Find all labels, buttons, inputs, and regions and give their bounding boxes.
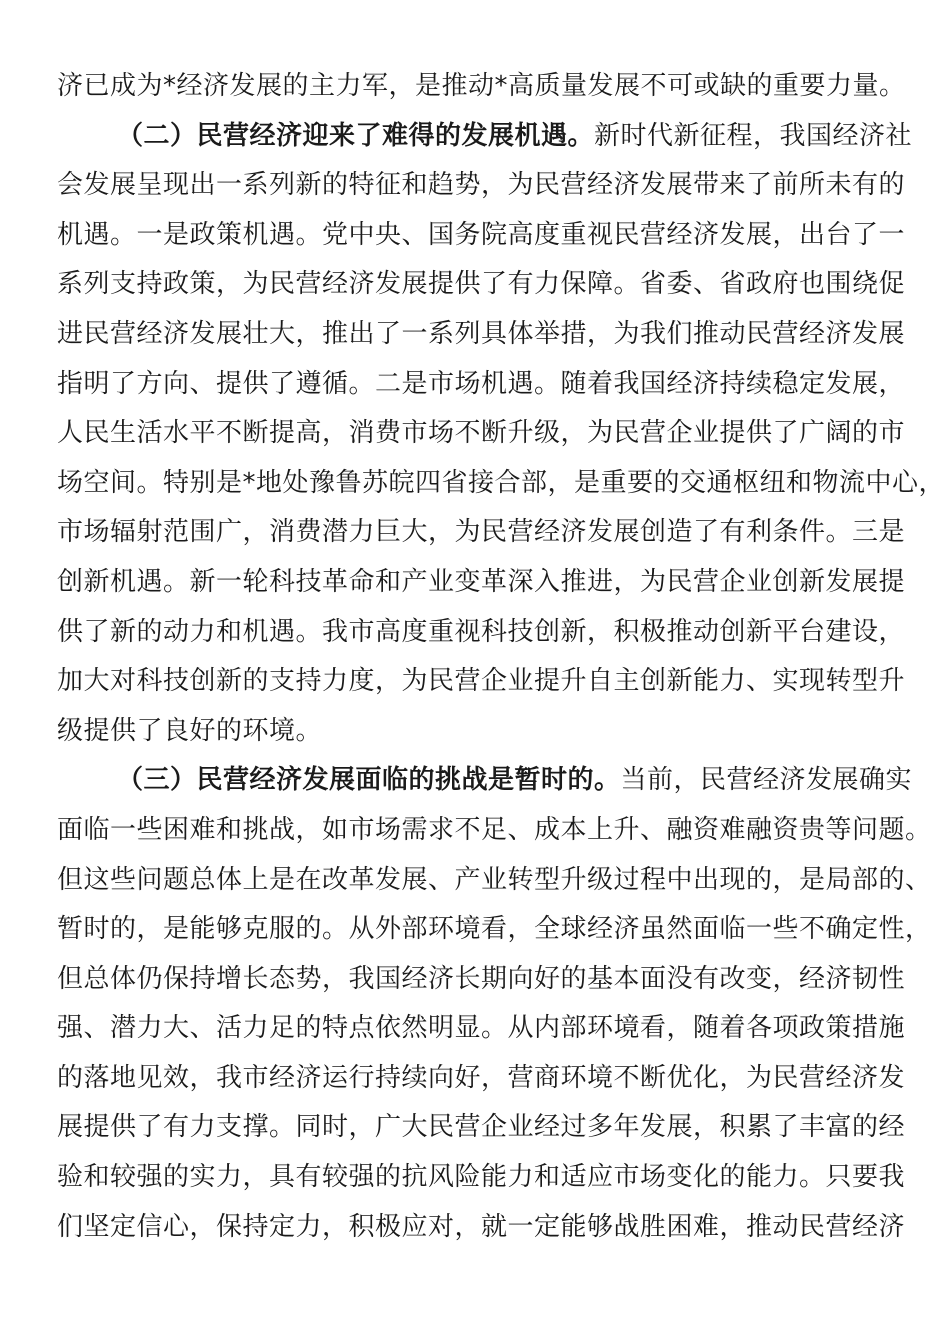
text-line: 场空间。特别是*地处豫鲁苏皖四省接合部，是重要的交通枢纽和物流中心，: [57, 467, 946, 498]
text-line: 进民营经济发展壮大，推出了一系列具体举措，为我们推动民营经济发展: [57, 318, 906, 349]
text-span: 当前，民营经济发展确实: [620, 765, 913, 796]
section-heading: （三）民营经济发展面临的挑战是暂时的。: [117, 765, 621, 796]
text-line: 们坚定信心，保持定力，积极应对，就一定能够战胜困难，推动民营经济: [57, 1211, 906, 1242]
text-line: 机遇。一是政策机遇。党中央、国务院高度重视民营经济发展，出台了一: [57, 219, 906, 250]
text-line: 供了新的动力和机遇。我市高度重视科技创新，积极推动创新平台建设，: [57, 616, 906, 647]
text-line: 加大对科技创新的支持力度，为民营企业提升自主创新能力、实现转型升: [57, 666, 906, 697]
text-line: 济已成为*经济发展的主力军，是推动*高质量发展不可或缺的重要力量。: [57, 71, 906, 101]
text-line: 但总体仍保持增长态势，我国经济长期向好的基本面没有改变，经济韧性: [57, 963, 906, 994]
text-line: 强、潜力大、活力足的特点依然明显。从内部环境看，随着各项政策措施: [57, 1013, 906, 1044]
text-line: 创新机遇。新一轮科技革命和产业变革深入推进，为民营企业创新发展提: [57, 566, 906, 597]
text-line: 暂时的，是能够克服的。从外部环境看，全球经济虽然面临一些不确定性，: [57, 914, 932, 945]
document-body: [57, 62, 946, 1252]
text-line: 人民生活水平不断提高，消费市场不断升级，为民营企业提供了广阔的市: [57, 418, 906, 449]
text-line: 级提供了良好的环境。: [57, 715, 323, 746]
text-line: 验和较强的实力，具有较强的抗风险能力和适应市场变化的能力。只要我: [57, 1162, 906, 1193]
text-line: 但这些问题总体上是在改革发展、产业转型升级过程中出现的，是局部的、: [57, 864, 932, 895]
text-line: 面临一些困难和挑战，如市场需求不足、成本上升、融资难融资贵等问题。: [57, 814, 932, 845]
text-span: 新时代新征程，我国经济社: [594, 120, 913, 151]
text-line: 展提供了有力支撑。同时，广大民营企业经过多年发展，积累了丰富的经: [57, 1112, 906, 1143]
section-heading: （二）民营经济迎来了难得的发展机遇。: [117, 120, 595, 151]
paragraph-first-line: [57, 756, 913, 806]
text-line: 指明了方向、提供了遵循。二是市场机遇。随着我国经济持续稳定发展，: [57, 368, 906, 399]
text-line: 系列支持政策，为民营经济发展提供了有力保障。省委、省政府也围绕促: [57, 269, 906, 300]
text-line: 会发展呈现出一系列新的特征和趋势，为民营经济发展带来了前所未有的: [57, 170, 906, 201]
text-line: 市场辐射范围广，消费潜力巨大，为民营经济发展创造了有利条件。三是: [57, 517, 906, 548]
text-line: 的落地见效，我市经济运行持续向好，营商环境不断优化，为民营经济发: [57, 1062, 906, 1093]
paragraph-first-line: [57, 112, 913, 162]
